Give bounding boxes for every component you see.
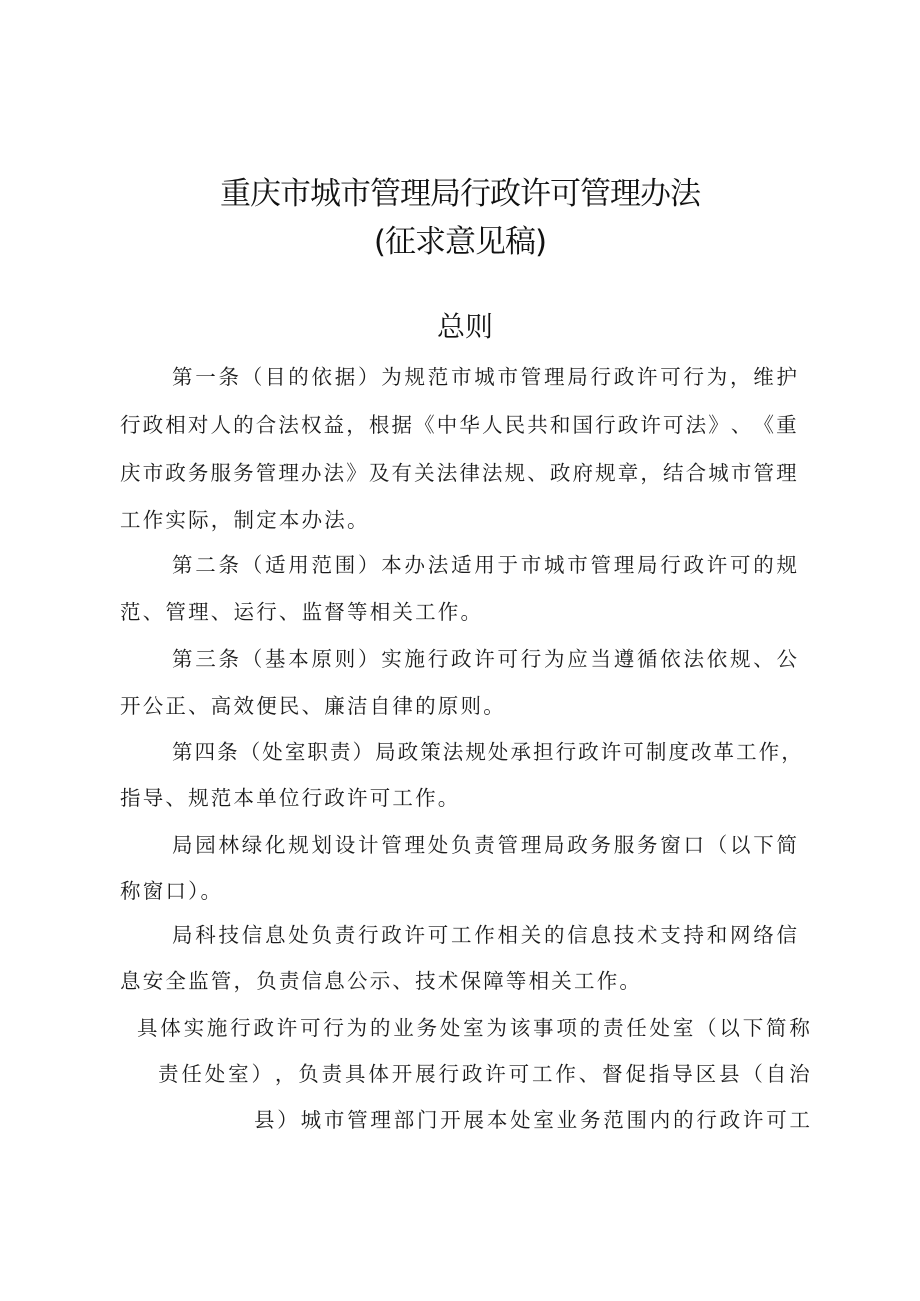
paragraph-line: 范、管理、运行、监督等相关工作。	[120, 600, 484, 624]
paragraph-line: 第 一 条 （ 目 的 依 据 ） 为 规 范 市 城 市 管 理 局 行 政 许 可 行 为 ， 维 护	[172, 365, 797, 389]
paragraph-line: 息安全监管，负责信息公示、技术保障等相关工作。	[120, 969, 643, 993]
document-subtitle: (征求意见稿)	[373, 224, 547, 260]
paragraph-line: 庆 市 政 务 服 务 管 理 办 法 》 及 有 关 法 律 法 规 、 政 府 规 章 ， 结 合 城 市 管 理	[120, 461, 797, 485]
paragraph-line: 第 二 条 （ 适 用 范 围 ） 本 办 法 适 用 于 市 城 市 管 理 局 行 政 许 可 的 规	[172, 553, 797, 577]
paragraph-line: 责 任 处 室 ） ， 负 责 具 体 开 展 行 政 许 可 工 作 、 督 促 指 导 区 县 （ 自 治	[158, 1062, 810, 1086]
paragraph-line: 开公正、高效便民、廉洁自律的原则。	[120, 694, 506, 718]
paragraph-line: 县 ） 城 市 管 理 部 门 开 展 本 处 室 业 务 范 围 内 的 行 政 许 可 工	[254, 1108, 810, 1132]
section-heading: 总则	[436, 310, 493, 343]
paragraph-line: 局 园 林 绿 化 规 划 设 计 管 理 处 负 责 管 理 局 政 务 服 务 窗 口 （ 以 下 简	[172, 833, 797, 857]
paragraph-line: 具 体 实 施 行 政 许 可 行 为 的 业 务 处 室 为 该 事 项 的 责 任 处 室 （ 以 下 简 称	[137, 1016, 810, 1040]
paragraph-line: 工作实际，制定本办法。	[120, 508, 370, 532]
document-title: 重庆市城市管理局行政许可管理办法	[220, 176, 700, 212]
paragraph-line: 第 三 条 （ 基 本 原 则 ） 实 施 行 政 许 可 行 为 应 当 遵 循 依 法 依 规 、 公	[172, 647, 797, 671]
paragraph-line: 行 政 相 对 人 的 合 法 权 益 ， 根 据 《 中 华 人 民 共 和 国 行 政 许 可 法 》 、 《 重	[120, 413, 797, 437]
paragraph-line: 局 科 技 信 息 处 负 责 行 政 许 可 工 作 相 关 的 信 息 技 术 支 持 和 网 络 信	[172, 923, 797, 947]
paragraph-line: 指导、规范本单位行政许可工作。	[120, 786, 461, 810]
paragraph-line: 第 四 条 （ 处 室 职 责 ） 局 政 策 法 规 处 承 担 行 政 许 可 制 度 改 革 工 作 ，	[172, 740, 802, 764]
paragraph-line: 称窗口）。	[120, 879, 224, 903]
